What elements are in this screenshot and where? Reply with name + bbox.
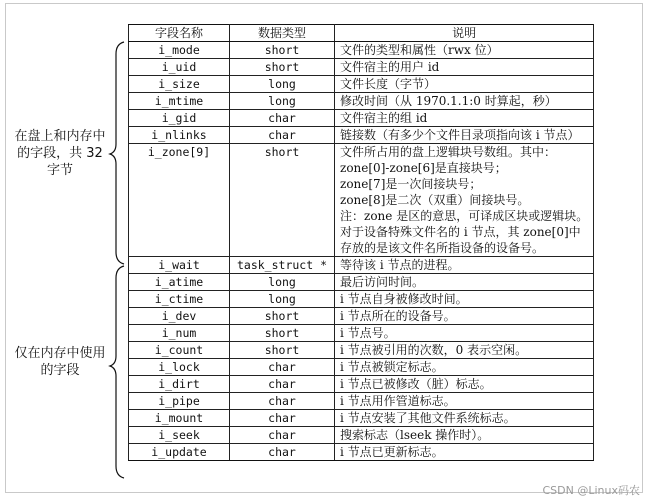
table-row: [129, 76, 594, 93]
description-line: zone[0]-zone[6]是直接块号；: [340, 161, 507, 175]
table-row: [129, 427, 594, 444]
table-row: [129, 144, 594, 257]
data-type-cell: char: [230, 427, 335, 444]
data-type-cell: short: [230, 59, 335, 76]
description-line: 文件所占用的盘上逻辑块号数组。其中：: [340, 145, 557, 159]
data-type-cell: long: [230, 76, 335, 93]
table-row: [129, 308, 594, 325]
brace-disk-and-memory: [110, 42, 124, 264]
group-label-disk-and-memory: 在盘上和内存中的字段，共 32 字节: [14, 129, 106, 178]
description-line: 存放的是该文件名所指设备的设备号。: [340, 241, 545, 255]
field-name-cell: i_dev: [129, 308, 230, 325]
field-name-cell: i_num: [129, 325, 230, 342]
table-row: [129, 410, 594, 427]
description-line: zone[8]是二次（双重）间接块号。: [340, 193, 530, 207]
table-row: [129, 393, 594, 410]
data-type-cell: char: [230, 127, 335, 144]
table-row: [129, 257, 594, 274]
table-row: [129, 376, 594, 393]
description-line: zone[7]是一次间接块号；: [340, 177, 482, 191]
description-cell: 文件长度（字节）: [335, 76, 594, 93]
table-row: [129, 110, 594, 127]
field-name-cell: i_atime: [129, 274, 230, 291]
table-row: [129, 291, 594, 308]
data-type-cell: char: [230, 444, 335, 461]
data-type-cell: long: [230, 93, 335, 110]
table-row: [129, 325, 594, 342]
data-type-cell: char: [230, 393, 335, 410]
data-type-cell: long: [230, 274, 335, 291]
field-name-cell: i_size: [129, 76, 230, 93]
data-type-cell: short: [230, 144, 335, 257]
data-type-cell: short: [230, 325, 335, 342]
field-name-cell: i_gid: [129, 110, 230, 127]
header-data-type: 数据类型: [230, 25, 335, 42]
table-header-row: [129, 25, 594, 42]
inode-field-table: [128, 24, 594, 461]
data-type-cell: long: [230, 291, 335, 308]
field-name-cell: i_wait: [129, 257, 230, 274]
description-cell: i 节点号。: [335, 325, 594, 342]
description-cell: 文件宿主的用户 id: [335, 59, 594, 76]
data-type-cell: char: [230, 410, 335, 427]
data-type-cell: char: [230, 359, 335, 376]
description-cell: i 节点被锁定标志。: [335, 359, 594, 376]
description-cell: 等待该 i 节点的进程。: [335, 257, 594, 274]
field-name-cell: i_ctime: [129, 291, 230, 308]
table-row: [129, 93, 594, 110]
data-type-cell: char: [230, 110, 335, 127]
field-name-cell: i_nlinks: [129, 127, 230, 144]
header-field-name: 字段名称: [129, 25, 230, 42]
watermark: CSDN @Linux码农: [542, 484, 640, 497]
description-line: 对于设备特殊文件名的 i 节点，其 zone[0]中: [340, 225, 581, 239]
table-row: [129, 342, 594, 359]
field-name-cell: i_zone[9]: [129, 144, 230, 257]
field-name-cell: i_mtime: [129, 93, 230, 110]
table-row: [129, 359, 594, 376]
table-row: [129, 444, 594, 461]
description-cell: 修改时间（从 1970.1.1:0 时算起，秒）: [335, 93, 594, 110]
description-cell: 链接数（有多少个文件目录项指向该 i 节点）: [335, 127, 594, 144]
description-cell: i 节点安装了其他文件系统标志。: [335, 410, 594, 427]
description-cell: i 节点所在的设备号。: [335, 308, 594, 325]
description-cell: i 节点已更新标志。: [335, 444, 594, 461]
field-name-cell: i_mode: [129, 42, 230, 59]
description-cell: 文件宿主的组 id: [335, 110, 594, 127]
data-type-cell: short: [230, 42, 335, 59]
data-type-cell: char: [230, 376, 335, 393]
table-row: [129, 59, 594, 76]
data-type-cell: short: [230, 342, 335, 359]
description-cell: i 节点被引用的次数，0 表示空闲。: [335, 342, 594, 359]
field-name-cell: i_lock: [129, 359, 230, 376]
description-cell: 最后访问时间。: [335, 274, 594, 291]
field-name-cell: i_seek: [129, 427, 230, 444]
field-name-cell: i_dirt: [129, 376, 230, 393]
data-type-cell: short: [230, 308, 335, 325]
group-label-memory-only: 仅在内存中使用的字段: [14, 346, 106, 378]
description-cell: [335, 144, 594, 257]
field-name-cell: i_pipe: [129, 393, 230, 410]
field-name-cell: i_mount: [129, 410, 230, 427]
table-row: [129, 42, 594, 59]
field-name-cell: i_count: [129, 342, 230, 359]
description-cell: 搜索标志（lseek 操作时）。: [335, 427, 594, 444]
description-cell: 文件的类型和属性（rwx 位）: [335, 42, 594, 59]
description-cell: i 节点自身被修改时间。: [335, 291, 594, 308]
table-row: [129, 274, 594, 291]
field-name-cell: i_update: [129, 444, 230, 461]
description-cell: i 节点用作管道标志。: [335, 393, 594, 410]
description-line: 注：zone 是区的意思，可译成区块或逻辑块。: [340, 209, 589, 223]
data-type-cell: task_struct *: [230, 257, 335, 274]
description-cell: i 节点已被修改（脏）标志。: [335, 376, 594, 393]
group-braces: [108, 40, 128, 480]
brace-memory-only: [110, 266, 124, 478]
field-name-cell: i_uid: [129, 59, 230, 76]
header-description: 说明: [335, 25, 594, 42]
table-row: [129, 127, 594, 144]
